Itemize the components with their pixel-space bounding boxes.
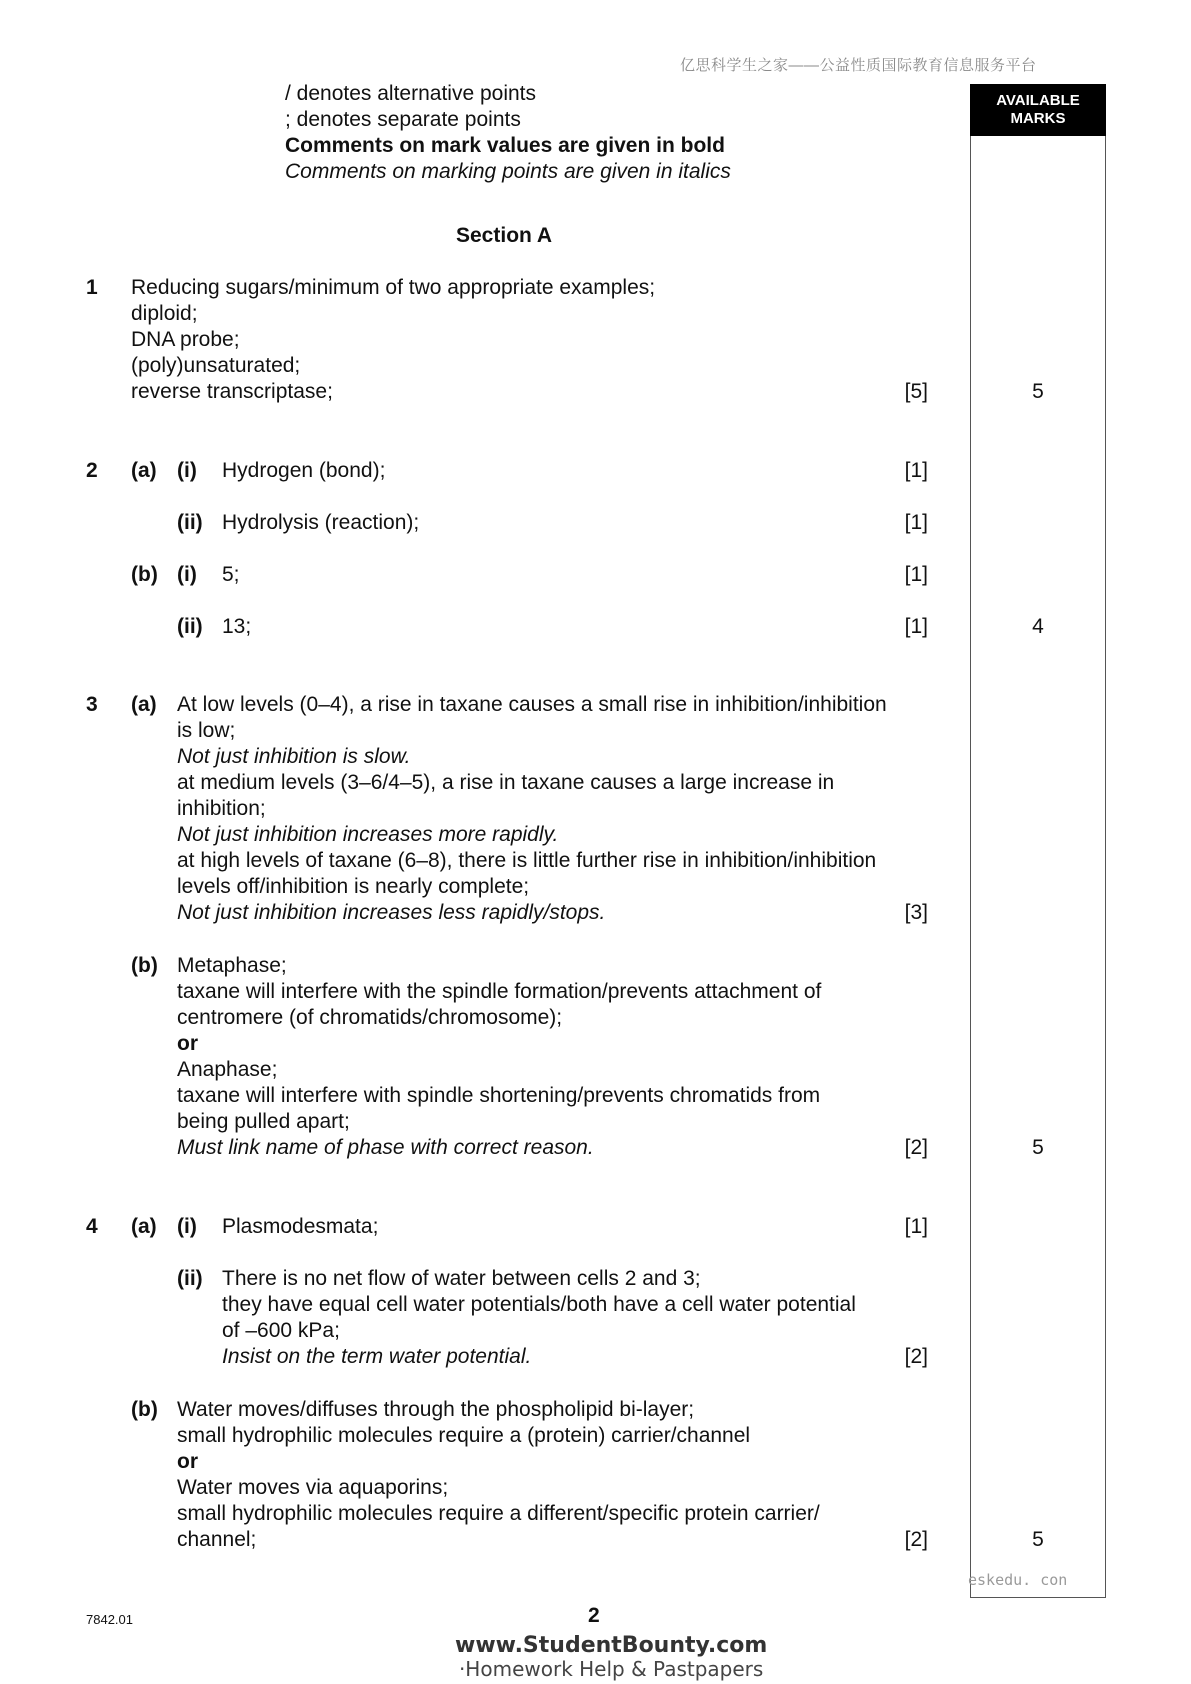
question-1-number: 1 xyxy=(86,276,98,299)
q3-a-comment: Not just inhibition is slow. xyxy=(177,745,411,768)
q4-a-ii-line: There is no net flow of water between cells 2 and 3; xyxy=(222,1267,701,1290)
q3-available-marks: 5 xyxy=(1032,1136,1044,1159)
q2-available-marks: 4 xyxy=(1032,615,1044,638)
q2-b-ii-label: (ii) xyxy=(177,615,203,638)
q4-b-mark: [2] xyxy=(904,1528,928,1551)
q1-mark: [5] xyxy=(904,380,928,403)
q1-line: reverse transcriptase; xyxy=(131,380,333,403)
q2-b-ii-mark: [1] xyxy=(904,615,928,638)
q1-available-marks: 5 xyxy=(1032,380,1044,403)
q2-a-i-text: Hydrogen (bond); xyxy=(222,459,386,482)
q4-a-ii-mark: [2] xyxy=(904,1345,928,1368)
q3-a-line: at high levels of taxane (6–8), there is little further rise in inhibition/inhibition xyxy=(177,849,877,872)
available-marks-header xyxy=(970,84,1106,136)
section-title: Section A xyxy=(456,224,553,247)
q2-a-ii-label: (ii) xyxy=(177,511,203,534)
q3-b-line: taxane will interfere with spindle shortening/prevents chromatids from xyxy=(177,1084,821,1107)
q2-b-i-text: 5; xyxy=(222,563,240,586)
q3-b-line: Anaphase; xyxy=(177,1058,278,1081)
marks-header-line-1: AVAILABLE xyxy=(996,92,1080,109)
q3-b-line: being pulled apart; xyxy=(177,1110,350,1133)
legend-alternative: / denotes alternative points xyxy=(285,82,536,105)
q3-b-line: taxane will interfere with the spindle formation/prevents attachment of xyxy=(177,980,822,1003)
q3-a-line: At low levels (0–4), a rise in taxane causes a small rise in inhibition/inhibition xyxy=(177,693,887,716)
q3-b-or: or xyxy=(177,1032,198,1055)
q2-a-ii-text: Hydrolysis (reaction); xyxy=(222,511,420,534)
q2-a-i-mark: [1] xyxy=(904,459,928,482)
q2-b-i-label: (i) xyxy=(177,563,197,586)
q2-b-ii-text: 13; xyxy=(222,615,252,638)
question-3-number: 3 xyxy=(86,693,98,716)
q4-a-ii-label: (ii) xyxy=(177,1267,203,1290)
q4-a-i-label: (i) xyxy=(177,1215,197,1238)
q4-a-i-mark: [1] xyxy=(904,1215,928,1238)
q3-a-mark: [3] xyxy=(904,901,928,924)
legend-separate: ; denotes separate points xyxy=(285,108,521,131)
footer-code: 7842.01 xyxy=(86,1612,133,1627)
legend-bold: Comments on mark values are given in bold xyxy=(285,134,725,157)
question-2-number: 2 xyxy=(86,459,98,482)
q4-part-a: (a) xyxy=(131,1215,157,1238)
q3-a-comment: Not just inhibition increases more rapidly. xyxy=(177,823,559,846)
q1-line: DNA probe; xyxy=(131,328,240,351)
q3-b-mark: [2] xyxy=(904,1136,928,1159)
logo-url[interactable]: www.StudentBounty.com xyxy=(455,1633,768,1658)
q3-a-comment: Not just inhibition increases less rapidly/stops. xyxy=(177,901,606,924)
watermark-text: 亿思科学生之家——公益性质国际教育信息服务平台 xyxy=(680,57,1037,74)
legend-italic: Comments on marking points are given in italics xyxy=(285,160,731,183)
q4-b-line: small hydrophilic molecules require a (protein) carrier/channel xyxy=(177,1424,751,1447)
q3-b-line: Metaphase; xyxy=(177,954,287,977)
q3-part-a: (a) xyxy=(131,693,157,716)
q3-b-line: centromere (of chromatids/chromosome); xyxy=(177,1006,563,1029)
q4-b-line: Water moves/diffuses through the phospholipid bi-layer; xyxy=(177,1398,695,1421)
q4-b-line: Water moves via aquaporins; xyxy=(177,1476,449,1499)
q1-line: Reducing sugars/minimum of two appropriate examples; xyxy=(131,276,656,299)
studentbounty-logo[interactable] xyxy=(455,1634,767,1680)
question-4-number: 4 xyxy=(86,1215,98,1238)
q3-a-line: inhibition; xyxy=(177,797,266,820)
q4-available-marks: 5 xyxy=(1032,1528,1044,1551)
q4-b-or: or xyxy=(177,1450,198,1473)
q3-part-b: (b) xyxy=(131,954,158,977)
q4-b-line: small hydrophilic molecules require a different/specific protein carrier/ xyxy=(177,1502,820,1525)
q2-a-i-label: (i) xyxy=(177,459,197,482)
q3-a-line: is low; xyxy=(177,719,236,742)
watermark-side: eskedu. con xyxy=(968,1571,1068,1589)
q4-a-i-text: Plasmodesmata; xyxy=(222,1215,379,1238)
q2-b-i-mark: [1] xyxy=(904,563,928,586)
q1-line: diploid; xyxy=(131,302,198,325)
q4-b-line: channel; xyxy=(177,1528,257,1551)
q2-a-ii-mark: [1] xyxy=(904,511,928,534)
q1-line: (poly)unsaturated; xyxy=(131,354,301,377)
q2-part-b: (b) xyxy=(131,563,158,586)
q3-b-comment: Must link name of phase with correct reason. xyxy=(177,1136,594,1159)
q4-a-ii-line: they have equal cell water potentials/both have a cell water potential xyxy=(222,1293,856,1316)
q4-a-ii-line: of –600 kPa; xyxy=(222,1319,340,1342)
q3-a-line: levels off/inhibition is nearly complete; xyxy=(177,875,530,898)
q4-part-b: (b) xyxy=(131,1398,158,1421)
q2-part-a: (a) xyxy=(131,459,157,482)
page-number: 2 xyxy=(588,1604,600,1627)
q4-a-ii-comment: Insist on the term water potential. xyxy=(222,1345,532,1368)
available-marks-column xyxy=(970,84,1106,1598)
logo-tagline: ·Homework Help & Pastpapers xyxy=(458,1657,764,1681)
marks-header-line-2: MARKS xyxy=(1010,110,1066,127)
q3-a-line: at medium levels (3–6/4–5), a rise in taxane causes a large increase in xyxy=(177,771,835,794)
